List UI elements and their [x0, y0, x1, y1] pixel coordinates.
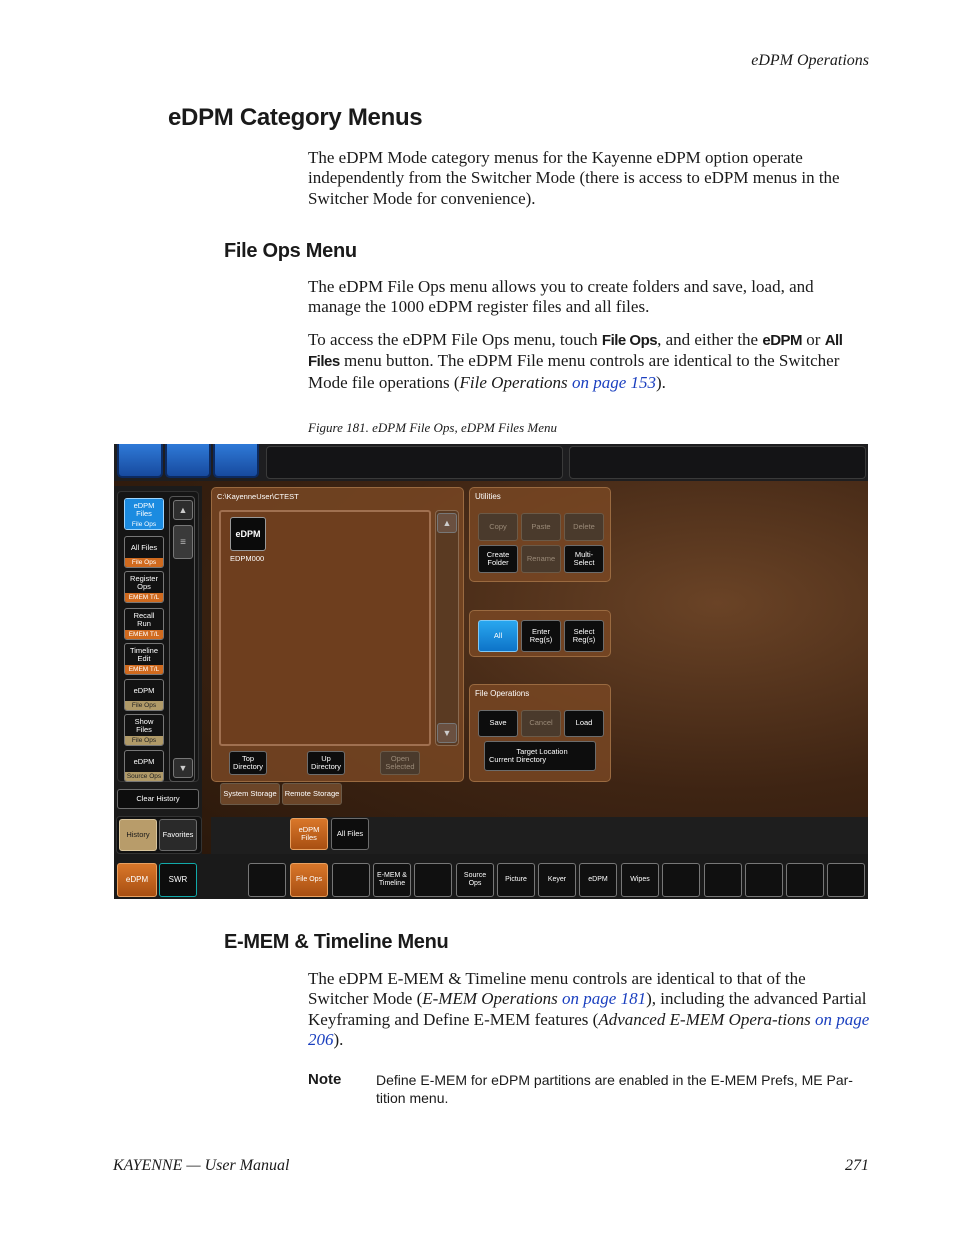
menu-blank-button[interactable]: [704, 863, 742, 897]
intro-paragraph: The eDPM Mode category menus for the Kayenne eDPM option operate independently from the Switcher Mode (there is access to eDPM menus in the Switcher Mode for convenience).: [308, 148, 840, 208]
menu-blank-button[interactable]: [786, 863, 824, 897]
section-title: eDPM Category Menus: [168, 104, 423, 131]
top-tab[interactable]: [165, 444, 211, 478]
menu-blank-button[interactable]: [248, 863, 286, 897]
file-browser-panel: [211, 487, 464, 782]
category-edpm-files[interactable]: eDPM Files File Ops: [124, 498, 164, 530]
figure-caption: Figure 181. eDPM File Ops, eDPM Files Menu: [308, 420, 557, 435]
utilities-panel: [469, 487, 611, 582]
filter-panel: [469, 610, 611, 657]
edpm-file-ops-screenshot: [114, 444, 868, 899]
menu-blank-button[interactable]: [827, 863, 865, 897]
category-all-files[interactable]: All Files File Ops: [124, 536, 164, 568]
scroll-thumb-icon[interactable]: ≡: [173, 525, 193, 559]
page-link-181[interactable]: on page 181: [562, 989, 647, 1009]
edpm-mode-button[interactable]: eDPM: [117, 863, 157, 897]
menu-emem-timeline-button[interactable]: E-MEM & Timeline: [373, 863, 411, 897]
file-scroll-down-icon[interactable]: ▼: [437, 723, 457, 743]
multi-select-button[interactable]: Multi-Select: [564, 545, 604, 573]
submenu-all-files-button[interactable]: All Files: [331, 818, 369, 850]
scroll-up-icon[interactable]: ▲: [173, 500, 193, 520]
clear-history-button[interactable]: Clear History: [117, 789, 199, 809]
menu-wipes-button[interactable]: Wipes: [621, 863, 659, 897]
category-edpm-file-ops[interactable]: eDPM File Ops: [124, 679, 164, 711]
favorites-button[interactable]: Favorites: [159, 819, 197, 851]
history-button[interactable]: History: [119, 819, 157, 851]
top-display-box: [266, 446, 563, 479]
page-link-206[interactable]: on page 206: [308, 1009, 870, 1049]
cancel-button[interactable]: Cancel: [521, 710, 561, 737]
current-path: C:\KayenneUser\CTEST: [217, 492, 299, 501]
category-scrollbar[interactable]: [169, 496, 195, 782]
note-label: Note: [308, 1071, 342, 1088]
category-edpm-source-ops[interactable]: eDPM Source Ops: [124, 750, 164, 782]
load-button[interactable]: Load: [564, 710, 604, 737]
select-regs-button[interactable]: Select Reg(s): [564, 620, 604, 652]
enter-regs-button[interactable]: Enter Reg(s): [521, 620, 561, 652]
paste-button[interactable]: Paste: [521, 513, 561, 541]
all-filter-button[interactable]: All: [478, 620, 518, 652]
menu-blank-button[interactable]: [332, 863, 370, 897]
menu-source-ops-button[interactable]: Source Ops: [456, 863, 494, 897]
page-link-153[interactable]: on page 153: [571, 372, 656, 392]
menu-blank-button[interactable]: [414, 863, 452, 897]
swr-mode-button[interactable]: SWR: [159, 863, 197, 897]
page-number: 271: [845, 1157, 869, 1174]
top-tab[interactable]: [117, 444, 163, 478]
file-scroll-up-icon[interactable]: ▲: [437, 513, 457, 533]
up-directory-button[interactable]: Up Directory: [307, 751, 345, 775]
menu-blank-button[interactable]: [662, 863, 700, 897]
system-storage-button[interactable]: System Storage: [220, 783, 280, 805]
file-operations-panel: [469, 684, 611, 782]
note-text: Define E-MEM for eDPM partitions are enabled in the E-MEM Prefs, ME Par-tition menu.: [376, 1072, 853, 1106]
menu-edpm-button[interactable]: eDPM: [579, 863, 617, 897]
scroll-down-icon[interactable]: ▼: [173, 758, 193, 778]
remote-storage-button[interactable]: Remote Storage: [282, 783, 342, 805]
ememtl-paragraph: The eDPM E-MEM & Timeline menu controls are identical to that of the Switcher Mode (E-MEM Operations on page 181), including the advanced Partial Keyframing and Define E-MEM features (Advanced E-MEM Opera-tions on page 206).: [308, 969, 870, 1049]
top-directory-button[interactable]: Top Directory: [229, 751, 267, 775]
target-location-value: Current Directory: [489, 755, 547, 764]
menu-blank-button[interactable]: [745, 863, 783, 897]
target-location-selector[interactable]: [484, 741, 596, 771]
copy-button[interactable]: Copy: [478, 513, 518, 541]
save-button[interactable]: Save: [478, 710, 518, 737]
open-selected-button[interactable]: Open Selected: [380, 751, 420, 775]
fileops-paragraph-1: The eDPM File Ops menu allows you to create folders and save, load, and manage the 1000 eDPM register files and all files.: [308, 277, 814, 317]
menu-file-ops-button[interactable]: File Ops: [290, 863, 328, 897]
edpm-ref: eDPM: [762, 332, 803, 349]
category-register-ops[interactable]: Register Ops EMEM T/L: [124, 571, 164, 603]
submenu-edpm-files-button[interactable]: eDPM Files: [290, 818, 328, 850]
top-display-box: [569, 446, 866, 479]
ememtl-heading: E-MEM & Timeline Menu: [224, 931, 449, 953]
rename-button[interactable]: Rename: [521, 545, 561, 573]
menu-keyer-button[interactable]: Keyer: [538, 863, 576, 897]
fileops-heading: File Ops Menu: [224, 240, 357, 262]
running-header: eDPM Operations: [751, 52, 869, 69]
file-list-area[interactable]: [219, 510, 431, 746]
file-name: EDPM000: [230, 554, 265, 563]
file-operations-title: File Operations: [475, 689, 530, 698]
target-location-label: Target Location: [516, 746, 568, 756]
top-tab[interactable]: [213, 444, 259, 478]
category-show-files[interactable]: Show Files File Ops: [124, 714, 164, 746]
fileops-paragraph-2: To access the eDPM File Ops menu, touch File Ops, and either the eDPM or All Files menu button. The eDPM File menu controls are identical to the Switcher Mode file operations (File Operations on page 153).: [308, 330, 843, 392]
all-files-ref: All Files: [308, 332, 843, 371]
file-list-scrollbar[interactable]: [435, 510, 459, 746]
file-ops-ref: File Ops: [601, 332, 658, 349]
create-folder-button[interactable]: Create Folder: [478, 545, 518, 573]
utilities-title: Utilities: [475, 492, 501, 501]
category-recall-run[interactable]: Recall Run EMEM T/L: [124, 608, 164, 640]
footer-manual-title: KAYENNE — User Manual: [113, 1157, 290, 1174]
delete-button[interactable]: Delete: [564, 513, 604, 541]
menu-picture-button[interactable]: Picture: [497, 863, 535, 897]
edpm-file-icon[interactable]: eDPM: [230, 517, 266, 551]
category-timeline-edit[interactable]: Timeline Edit EMEM T/L: [124, 643, 164, 675]
